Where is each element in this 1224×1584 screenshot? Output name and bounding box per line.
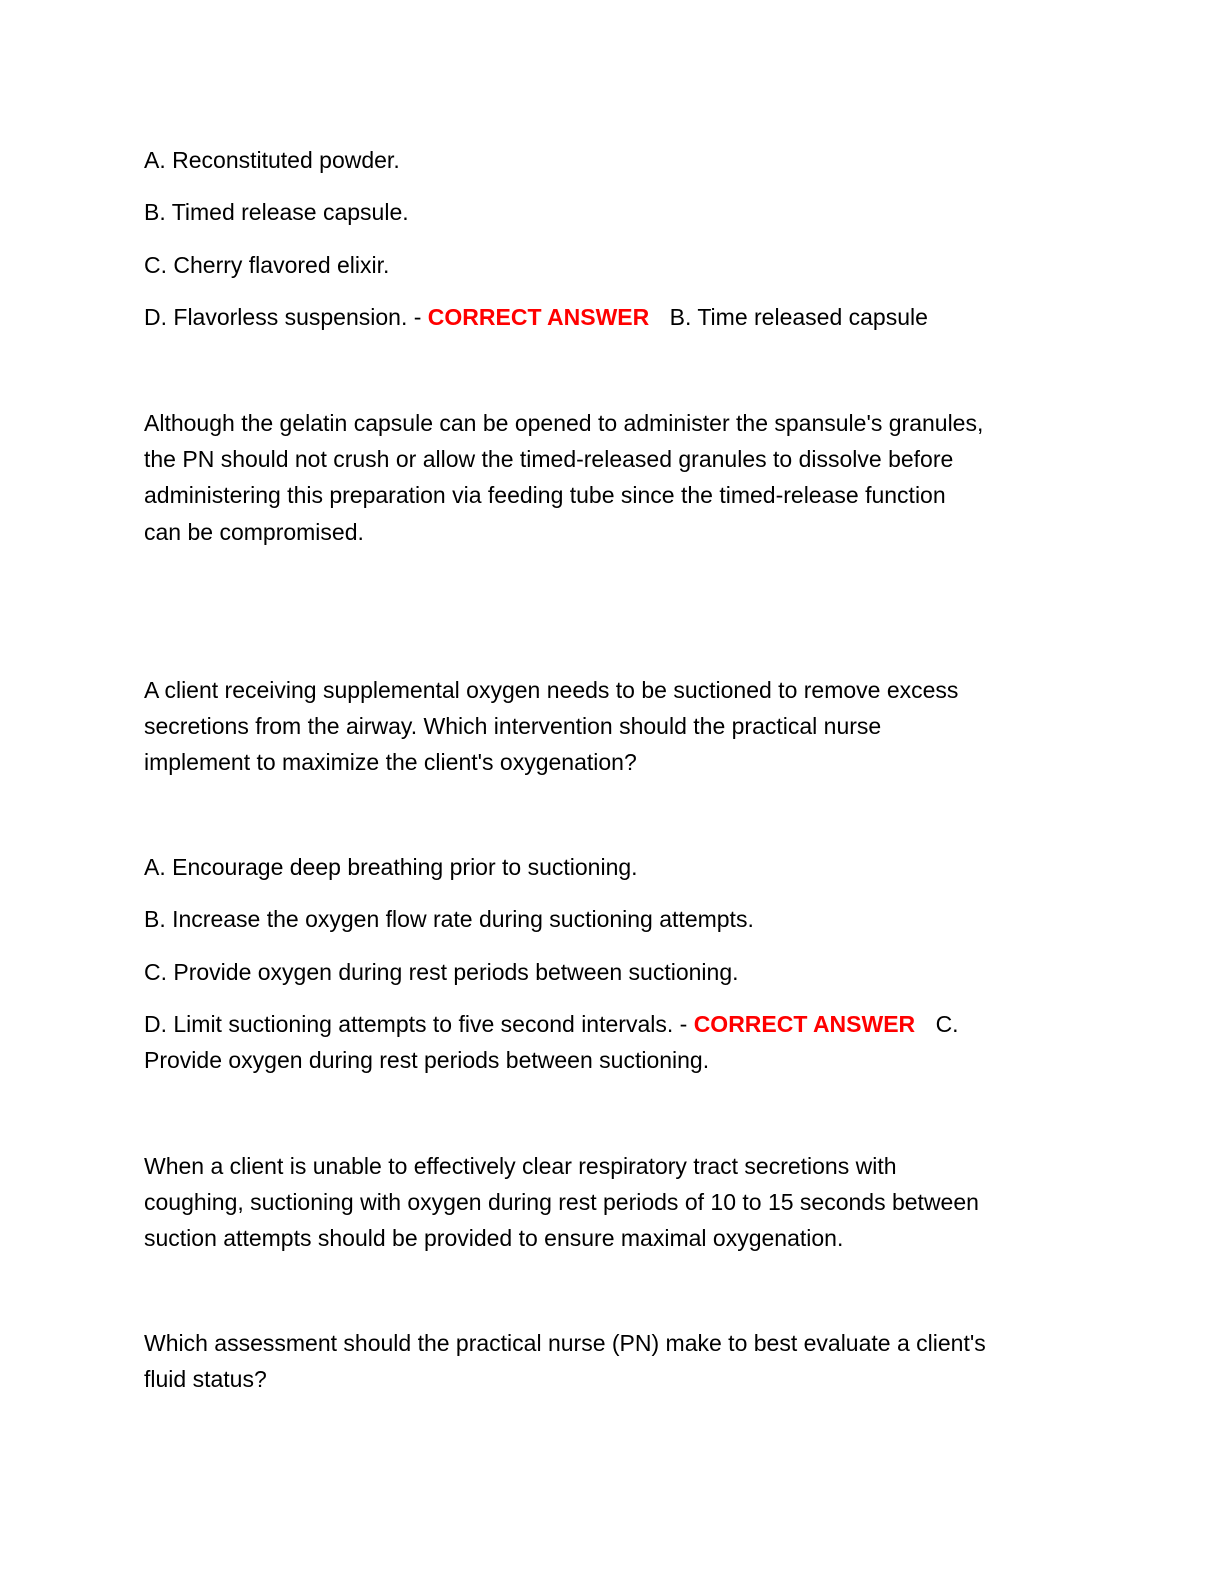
- question-line: fluid status?: [144, 1366, 267, 1392]
- option-d: D. Limit suctioning attempts to five second intervals. -: [144, 1011, 688, 1037]
- correct-answer-label: CORRECT ANSWER: [427, 304, 650, 330]
- rationale-line: administering this preparation via feeding tube since the timed-release function: [144, 482, 946, 508]
- option-d: D. Flavorless suspension. -: [144, 304, 422, 330]
- option-b: B. Timed release capsule.: [144, 199, 409, 225]
- correct-answer-continuation: Provide oxygen during rest periods between suctioning.: [144, 1047, 710, 1073]
- rationale-line: suction attempts should be provided to ensure maximal oxygenation.: [144, 1225, 844, 1251]
- question-line: implement to maximize the client's oxygenation?: [144, 749, 637, 775]
- question-line: Which assessment should the practical nurse (PN) make to best evaluate a client's: [144, 1330, 986, 1356]
- option-a: A. Encourage deep breathing prior to suctioning.: [144, 854, 638, 880]
- rationale-line: coughing, suctioning with oxygen during rest periods of 10 to 15 seconds between: [144, 1189, 979, 1215]
- rationale-line: Although the gelatin capsule can be opened to administer the spansule's granules,: [144, 410, 984, 436]
- option-c: C. Cherry flavored elixir.: [144, 252, 390, 278]
- correct-answer-text: B. Time released capsule: [669, 304, 928, 330]
- correct-answer-text: C.: [935, 1011, 959, 1037]
- option-a: A. Reconstituted powder.: [144, 147, 400, 173]
- option-b: B. Increase the oxygen flow rate during suctioning attempts.: [144, 906, 754, 932]
- option-d-with-answer: [144, 299, 928, 335]
- rationale-line: can be compromised.: [144, 519, 364, 545]
- rationale-line: the PN should not crush or allow the timed-released granules to dissolve before: [144, 446, 954, 472]
- question-line: secretions from the airway. Which intervention should the practical nurse: [144, 713, 882, 739]
- option-d-with-answer: [144, 1006, 959, 1042]
- rationale-line: When a client is unable to effectively clear respiratory tract secretions with: [144, 1153, 897, 1179]
- option-c: C. Provide oxygen during rest periods between suctioning.: [144, 959, 739, 985]
- correct-answer-label: CORRECT ANSWER: [693, 1011, 916, 1037]
- question-line: A client receiving supplemental oxygen needs to be suctioned to remove excess: [144, 677, 959, 703]
